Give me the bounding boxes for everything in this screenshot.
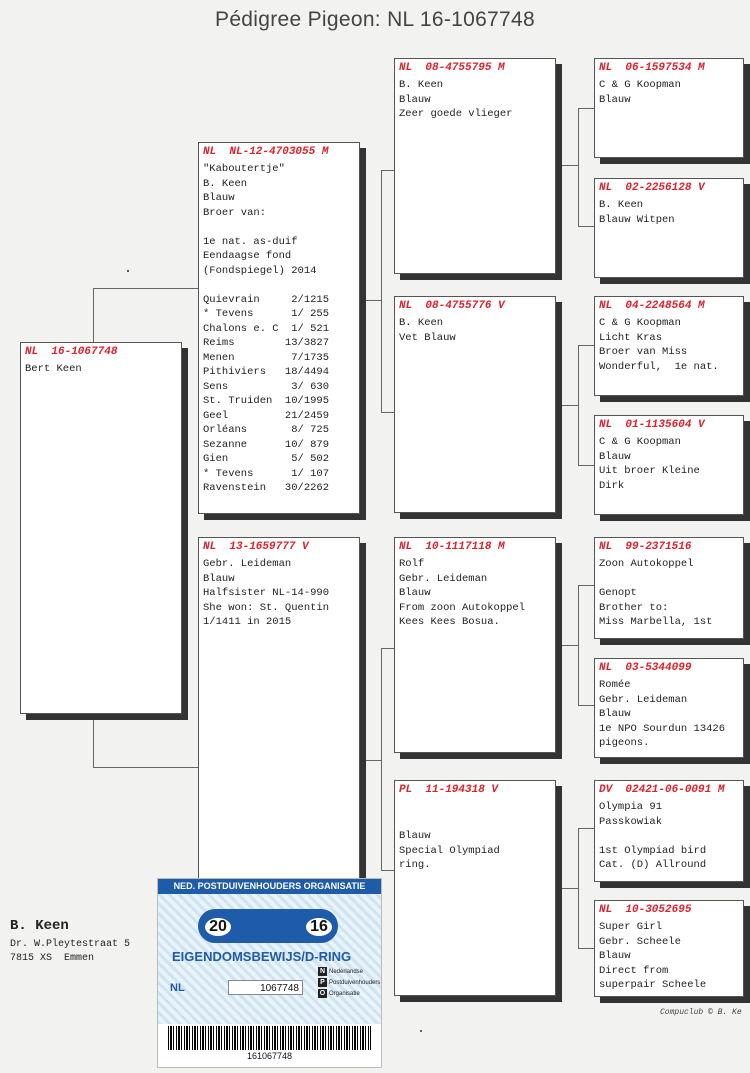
connector-line — [578, 345, 594, 346]
connector-line — [562, 888, 578, 889]
card-header: NL 01-1135604 V — [599, 419, 705, 431]
card-header: PL 11-194318 V — [399, 784, 499, 796]
connector-line — [562, 645, 578, 646]
connector-line — [381, 648, 394, 649]
card-header: NL 13-1659777 V — [203, 541, 309, 553]
card-body: B. Keen Blauw Witpen — [599, 199, 675, 226]
sticker-title — [172, 949, 351, 964]
logo-line: Nederlandse — [329, 969, 364, 975]
dam-sire-card — [394, 537, 556, 753]
card-body: C & G Koopman Licht Kras Broer van Miss Wonderful, 1e nat. — [599, 317, 719, 373]
connector-line — [93, 713, 94, 767]
card-body: Blauw Special Olympiad ring. — [399, 830, 500, 871]
card-header: NL 10-1117118 M — [399, 541, 505, 553]
connector-line — [578, 705, 594, 706]
card-body: C & G Koopman Blauw — [599, 79, 681, 106]
connector-line — [562, 165, 578, 166]
card-body: B. Keen Vet Blauw — [399, 317, 456, 344]
connector-line — [366, 300, 381, 301]
owner-address: Dr. W.Pleytestraat 5 7815 XS Emmen — [10, 939, 131, 964]
card-body: Super Girl Gebr. Scheele Blauw Direct from superpair Scheele — [599, 921, 707, 991]
ring-certificate-sticker — [157, 878, 382, 1068]
sire-sire-dam-card — [594, 178, 744, 278]
connector-line — [381, 170, 394, 171]
sticker-year-right: 16 — [306, 918, 332, 936]
connector-line — [578, 108, 594, 109]
card-body: Bert Keen — [25, 363, 82, 375]
card-body: C & G Koopman Blauw Uit broer Kleine Dirk — [599, 436, 700, 492]
card-header: DV 02421-06-0091 M — [599, 784, 725, 796]
card-body: B. Keen Blauw Zeer goede vlieger — [399, 79, 513, 120]
card-body: Zoon Autokoppel Genopt Brother to: Miss Marbella, 1st — [599, 558, 713, 628]
dam-dam-dam-card — [594, 900, 744, 997]
sticker-year-left: 20 — [205, 918, 231, 936]
card-header: NL 02-2256128 V — [599, 182, 705, 194]
barcode — [168, 1026, 371, 1050]
card-header: NL 08-4755776 V — [399, 300, 505, 312]
connector-line — [578, 345, 579, 465]
card-body: Gebr. Leideman Blauw Halfsister NL-14-990 She won: St. Quentin 1/1411 in 2015 — [203, 558, 330, 628]
card-header: NL 16-1067748 — [25, 346, 118, 358]
logo-line: Postduivenhouders — [329, 980, 381, 986]
dam-dam-sire-card — [594, 780, 744, 882]
connector-line — [381, 412, 394, 413]
owner-name: B. Keen — [10, 918, 69, 934]
connector-line — [578, 828, 594, 829]
card-body: Olympia 91 Passkowiak 1st Olympiad bird Cat. (D) Allround — [599, 801, 707, 871]
sticker-header: NED. POSTDUIVENHOUDERS ORGANISATIE — [158, 879, 381, 894]
connector-line — [93, 288, 199, 289]
dam-sire-sire-card — [594, 537, 744, 639]
sticker-ring-number: 1067748 — [228, 980, 303, 995]
card-header: NL NL-12-4703055 M — [203, 146, 329, 158]
sire-dam-dam-card — [594, 415, 744, 515]
sire-dam-card — [394, 296, 556, 513]
card-body: "Kaboutertje" B. Keen Blauw Broer van: 1e nat. as-duif Eendaagse fond (Fondspiegel) 2014 Quievrain 2/1215 * Tevens 1/ 255 Chalons e. C 1/ 521 Reims 13/3827 Menen 7/1735 Pithiviers 18/4494 Sens 3/ 630 St. Truiden 10/1995 Geel 21/2459 Orléans 8/ 725 Sezanne 10/ 879 Gien 5/ 502 * Tevens 1/ 107 Ravenstein 30/2262 — [203, 163, 330, 494]
dam-card — [198, 537, 360, 907]
page-title: Pédigree Pigeon: NL 16-1067748 — [215, 8, 535, 31]
sire-dam-sire-card — [594, 296, 744, 396]
connector-line — [381, 648, 382, 870]
dam-sire-dam-card — [594, 658, 744, 758]
connector-line — [578, 226, 594, 227]
sire-sire-sire-card — [594, 58, 744, 158]
card-header: NL 03-5344099 — [599, 662, 692, 674]
card-header: NL 04-2248564 M — [599, 300, 705, 312]
connector-line — [366, 760, 381, 761]
subject-card — [20, 342, 182, 714]
sticker-title-suffix: /D-RING — [301, 949, 352, 964]
connector-line — [578, 108, 579, 226]
stray-dot — [127, 270, 129, 272]
connector-line — [578, 585, 579, 705]
sire-sire-card — [394, 58, 556, 274]
card-body: Rolf Gebr. Leideman Blauw From zoon Autokoppel Kees Kees Bosua. — [399, 558, 526, 628]
connector-line — [562, 405, 578, 406]
connector-line — [381, 170, 382, 412]
card-header: NL 10-3052695 — [599, 904, 692, 916]
connector-line — [578, 465, 594, 466]
sticker-country: NL — [170, 982, 185, 994]
connector-line — [578, 585, 594, 586]
stray-dot — [420, 1030, 422, 1032]
npo-logo: N Nederlandse P Postduivenhouders O Organisatie — [319, 968, 381, 997]
sticker-title-main: EIGENDOMSBEWIJS — [172, 949, 302, 964]
card-header: NL 99-2371516 — [599, 541, 692, 553]
connector-line — [381, 870, 394, 871]
barcode-number: 161067748 — [246, 1051, 293, 1061]
connector-line — [578, 948, 594, 949]
sire-card — [198, 142, 360, 514]
connector-line — [93, 767, 199, 768]
card-header: NL 06-1597534 M — [599, 62, 705, 74]
connector-line — [93, 288, 94, 343]
card-body: Romée Gebr. Leideman Blauw 1e NPO Sourdun 13426 pigeons. — [599, 679, 726, 749]
dam-dam-card — [394, 780, 556, 996]
footer-credit: Compuclub © B. Ke — [660, 1008, 742, 1017]
card-header: NL 08-4755795 M — [399, 62, 505, 74]
connector-line — [578, 828, 579, 948]
logo-line: Organisatie — [329, 991, 360, 997]
